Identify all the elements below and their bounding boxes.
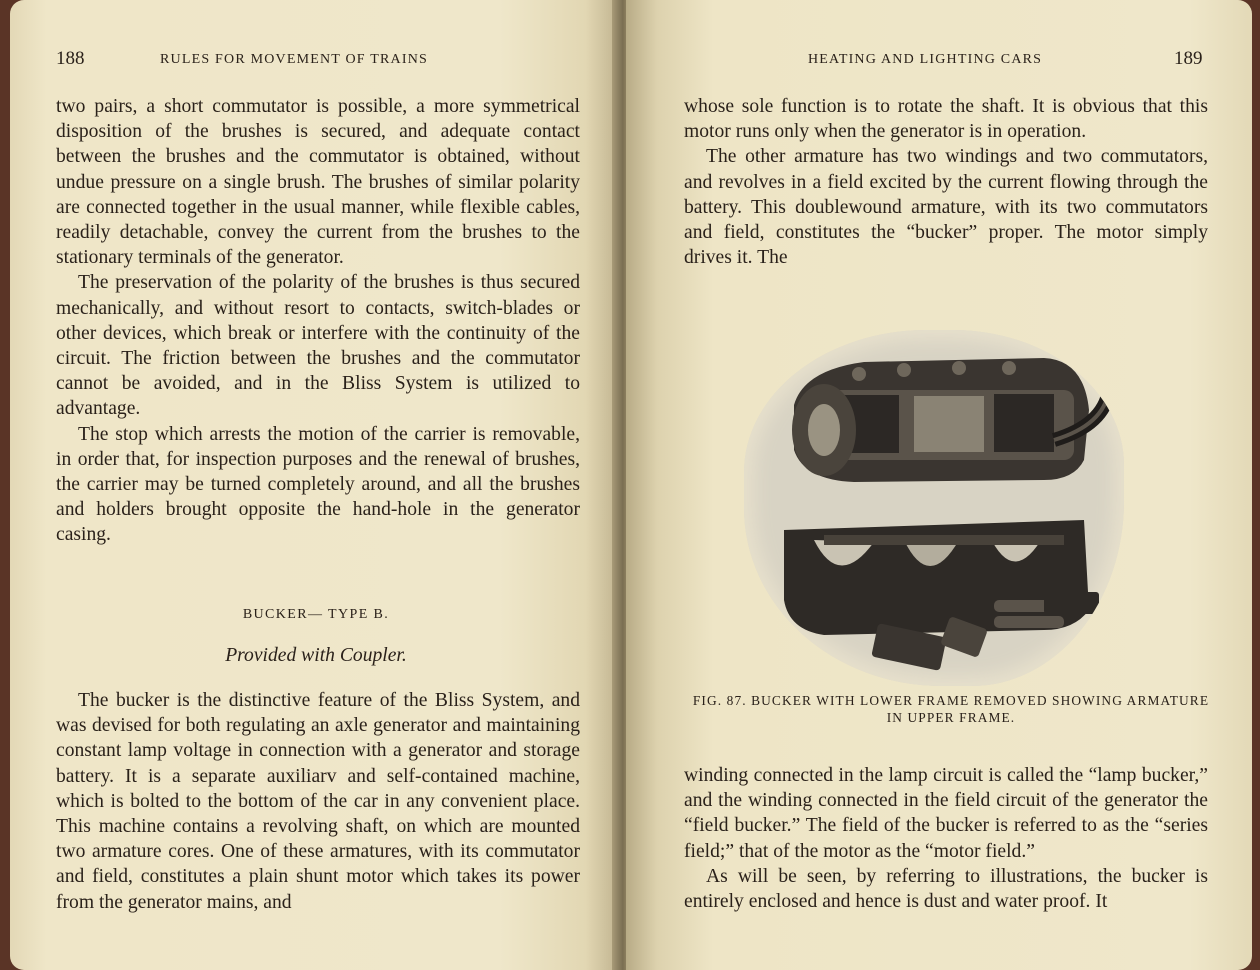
paragraph: The stop which arrests the motion of the carrier is removable, in order that, for inspection purposes and the renewal of brushes, the carrier may be turned completely around, and all the brushes and holders brought opposite the hand-hole in the generator casing.: [56, 423, 580, 546]
section-subheading: Provided with Coupler.: [225, 645, 407, 666]
paragraph: The other armature has two windings and two commutators, and revolves in a field excited by the current flowing through the battery. This doublewound armature, with its two commutators and field, constitutes the “bucker” proper. The motor simply drives it. The: [684, 146, 1208, 269]
paragraph: The preservation of the polarity of the brushes is thus secured mechanically, and without resort to contacts, switch-blades or other devices, which break or interfere with the continuity of the circuit. The friction between the brushes and the commutator cannot be avoided, and in the Bliss System is utilized to advantage.: [56, 272, 580, 420]
right-page: [626, 0, 1252, 970]
right-page-number: 189: [1174, 48, 1203, 69]
paragraph: The bucker is the distinctive feature of the Bliss System, and was devised for both regulating an axle generator and maintaining constant lamp voltage in connection with a generator and storage battery. It is a separate auxiliarv and self-contained machine, which is bolted to the bottom of the car in any convenient place. This machine contains a revolving shaft, on which are mounted two armature cores. One of these armatures, with its commutator and field, constitutes a plain shunt motor which takes its power from the generator mains, and: [56, 690, 580, 913]
bucker-illustration: [744, 330, 1124, 686]
left-top-text: [56, 94, 580, 548]
figure-caption: FIG. 87. BUCKER WITH LOWER FRAME REMOVED SHOWING ARMATURE IN UPPER FRAME.: [692, 693, 1210, 725]
paragraph: As will be seen, by referring to illustrations, the bucker is entirely enclosed and hence is dust and water proof. It: [684, 865, 1208, 913]
left-bottom-text: [56, 688, 580, 915]
right-running-head: HEATING AND LIGHTING CARS: [808, 52, 1043, 67]
paragraph: winding connected in the lamp circuit is called the “lamp bucker,” and the winding connected in the field circuit of the generator the “field bucker.” The field of the bucker is referred to as the “series field;” that of the motor as the “motor field.”: [684, 765, 1208, 862]
paragraph: two pairs, a short commutator is possible, a more symmetrical disposition of the brushes is secured, and adequate contact between the brushes and the commutator is obtained, without undue pressure on a single brush. The brushes of similar polarity are connected together in the usual manner, while flexible cables, readily detachable, convey the current from the brushes to the stationary terminals of the generator.: [56, 96, 580, 269]
section-heading: BUCKER— TYPE B.: [242, 607, 390, 622]
left-page-number: 188: [56, 48, 85, 69]
bucker-machine-image: [744, 330, 1124, 686]
left-page: [10, 0, 622, 970]
right-bottom-text: [684, 763, 1208, 914]
left-running-head: RULES FOR MOVEMENT OF TRAINS: [160, 52, 429, 67]
paragraph: whose sole function is to rotate the shaft. It is obvious that this motor runs only when the generator is in operation.: [684, 96, 1208, 143]
right-top-text: [684, 94, 1208, 270]
